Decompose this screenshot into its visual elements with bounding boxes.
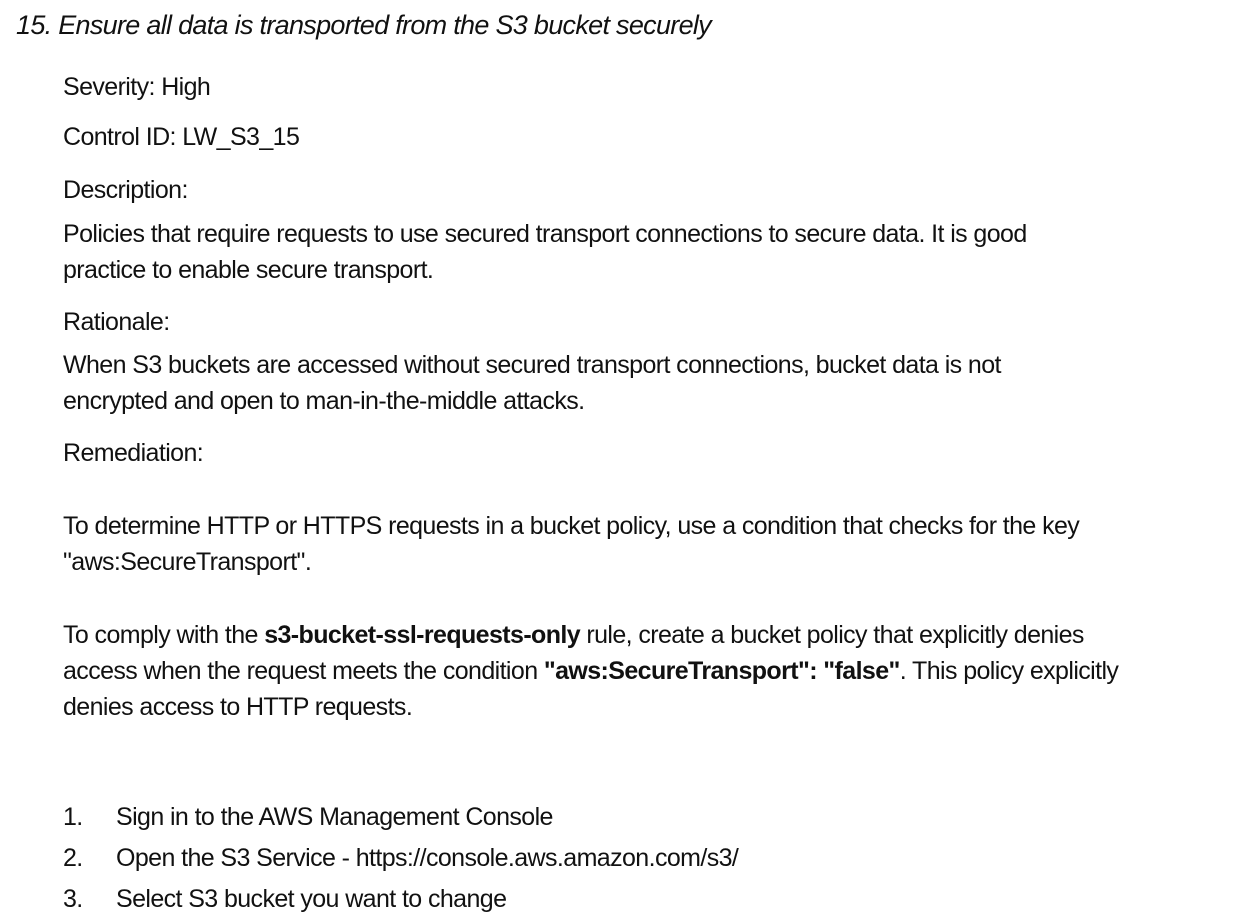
- description-label: Description:: [63, 176, 188, 204]
- remediation-p2-line-2: [63, 656, 1118, 686]
- list-number: 3.: [63, 885, 83, 913]
- section-heading: 15. Ensure all data is transported from the S3 bucket securely: [16, 10, 711, 40]
- list-text: Sign in to the AWS Management Console: [116, 803, 553, 831]
- text: rule, create a bucket policy that explicitly denies: [580, 621, 1084, 649]
- condition-code: "aws:SecureTransport": "false": [543, 657, 900, 685]
- remediation-p2-line-3: denies access to HTTP requests.: [63, 693, 413, 721]
- text: access when the request meets the condition: [63, 657, 544, 685]
- remediation-p2-line-1: [63, 620, 1084, 650]
- rationale-line-2: encrypted and open to man-in-the-middle attacks.: [63, 387, 585, 415]
- list-text: Select S3 bucket you want to change: [116, 885, 507, 913]
- control-id: Control ID: LW_S3_15: [63, 123, 300, 151]
- description-line-1: Policies that require requests to use secured transport connections to secure data. It is good: [63, 220, 1027, 248]
- text: . This policy explicitly: [899, 657, 1119, 685]
- remediation-label: Remediation:: [63, 439, 204, 467]
- list-text: Open the S3 Service - https://console.aws.amazon.com/s3/: [116, 844, 739, 872]
- rationale-label: Rationale:: [63, 308, 170, 336]
- list-number: 1.: [63, 803, 83, 831]
- rationale-line-1: When S3 buckets are accessed without secured transport connections, bucket data is not: [63, 351, 1001, 379]
- remediation-p1-line-2: "aws:SecureTransport".: [63, 548, 312, 576]
- severity: Severity: High: [63, 73, 211, 101]
- list-number: 2.: [63, 844, 83, 872]
- description-line-2: practice to enable secure transport.: [63, 256, 434, 284]
- text: To comply with the: [63, 621, 265, 649]
- rule-name: s3-bucket-ssl-requests-only: [264, 621, 581, 649]
- remediation-p1-line-1: To determine HTTP or HTTPS requests in a bucket policy, use a condition that checks for the key: [63, 512, 1080, 540]
